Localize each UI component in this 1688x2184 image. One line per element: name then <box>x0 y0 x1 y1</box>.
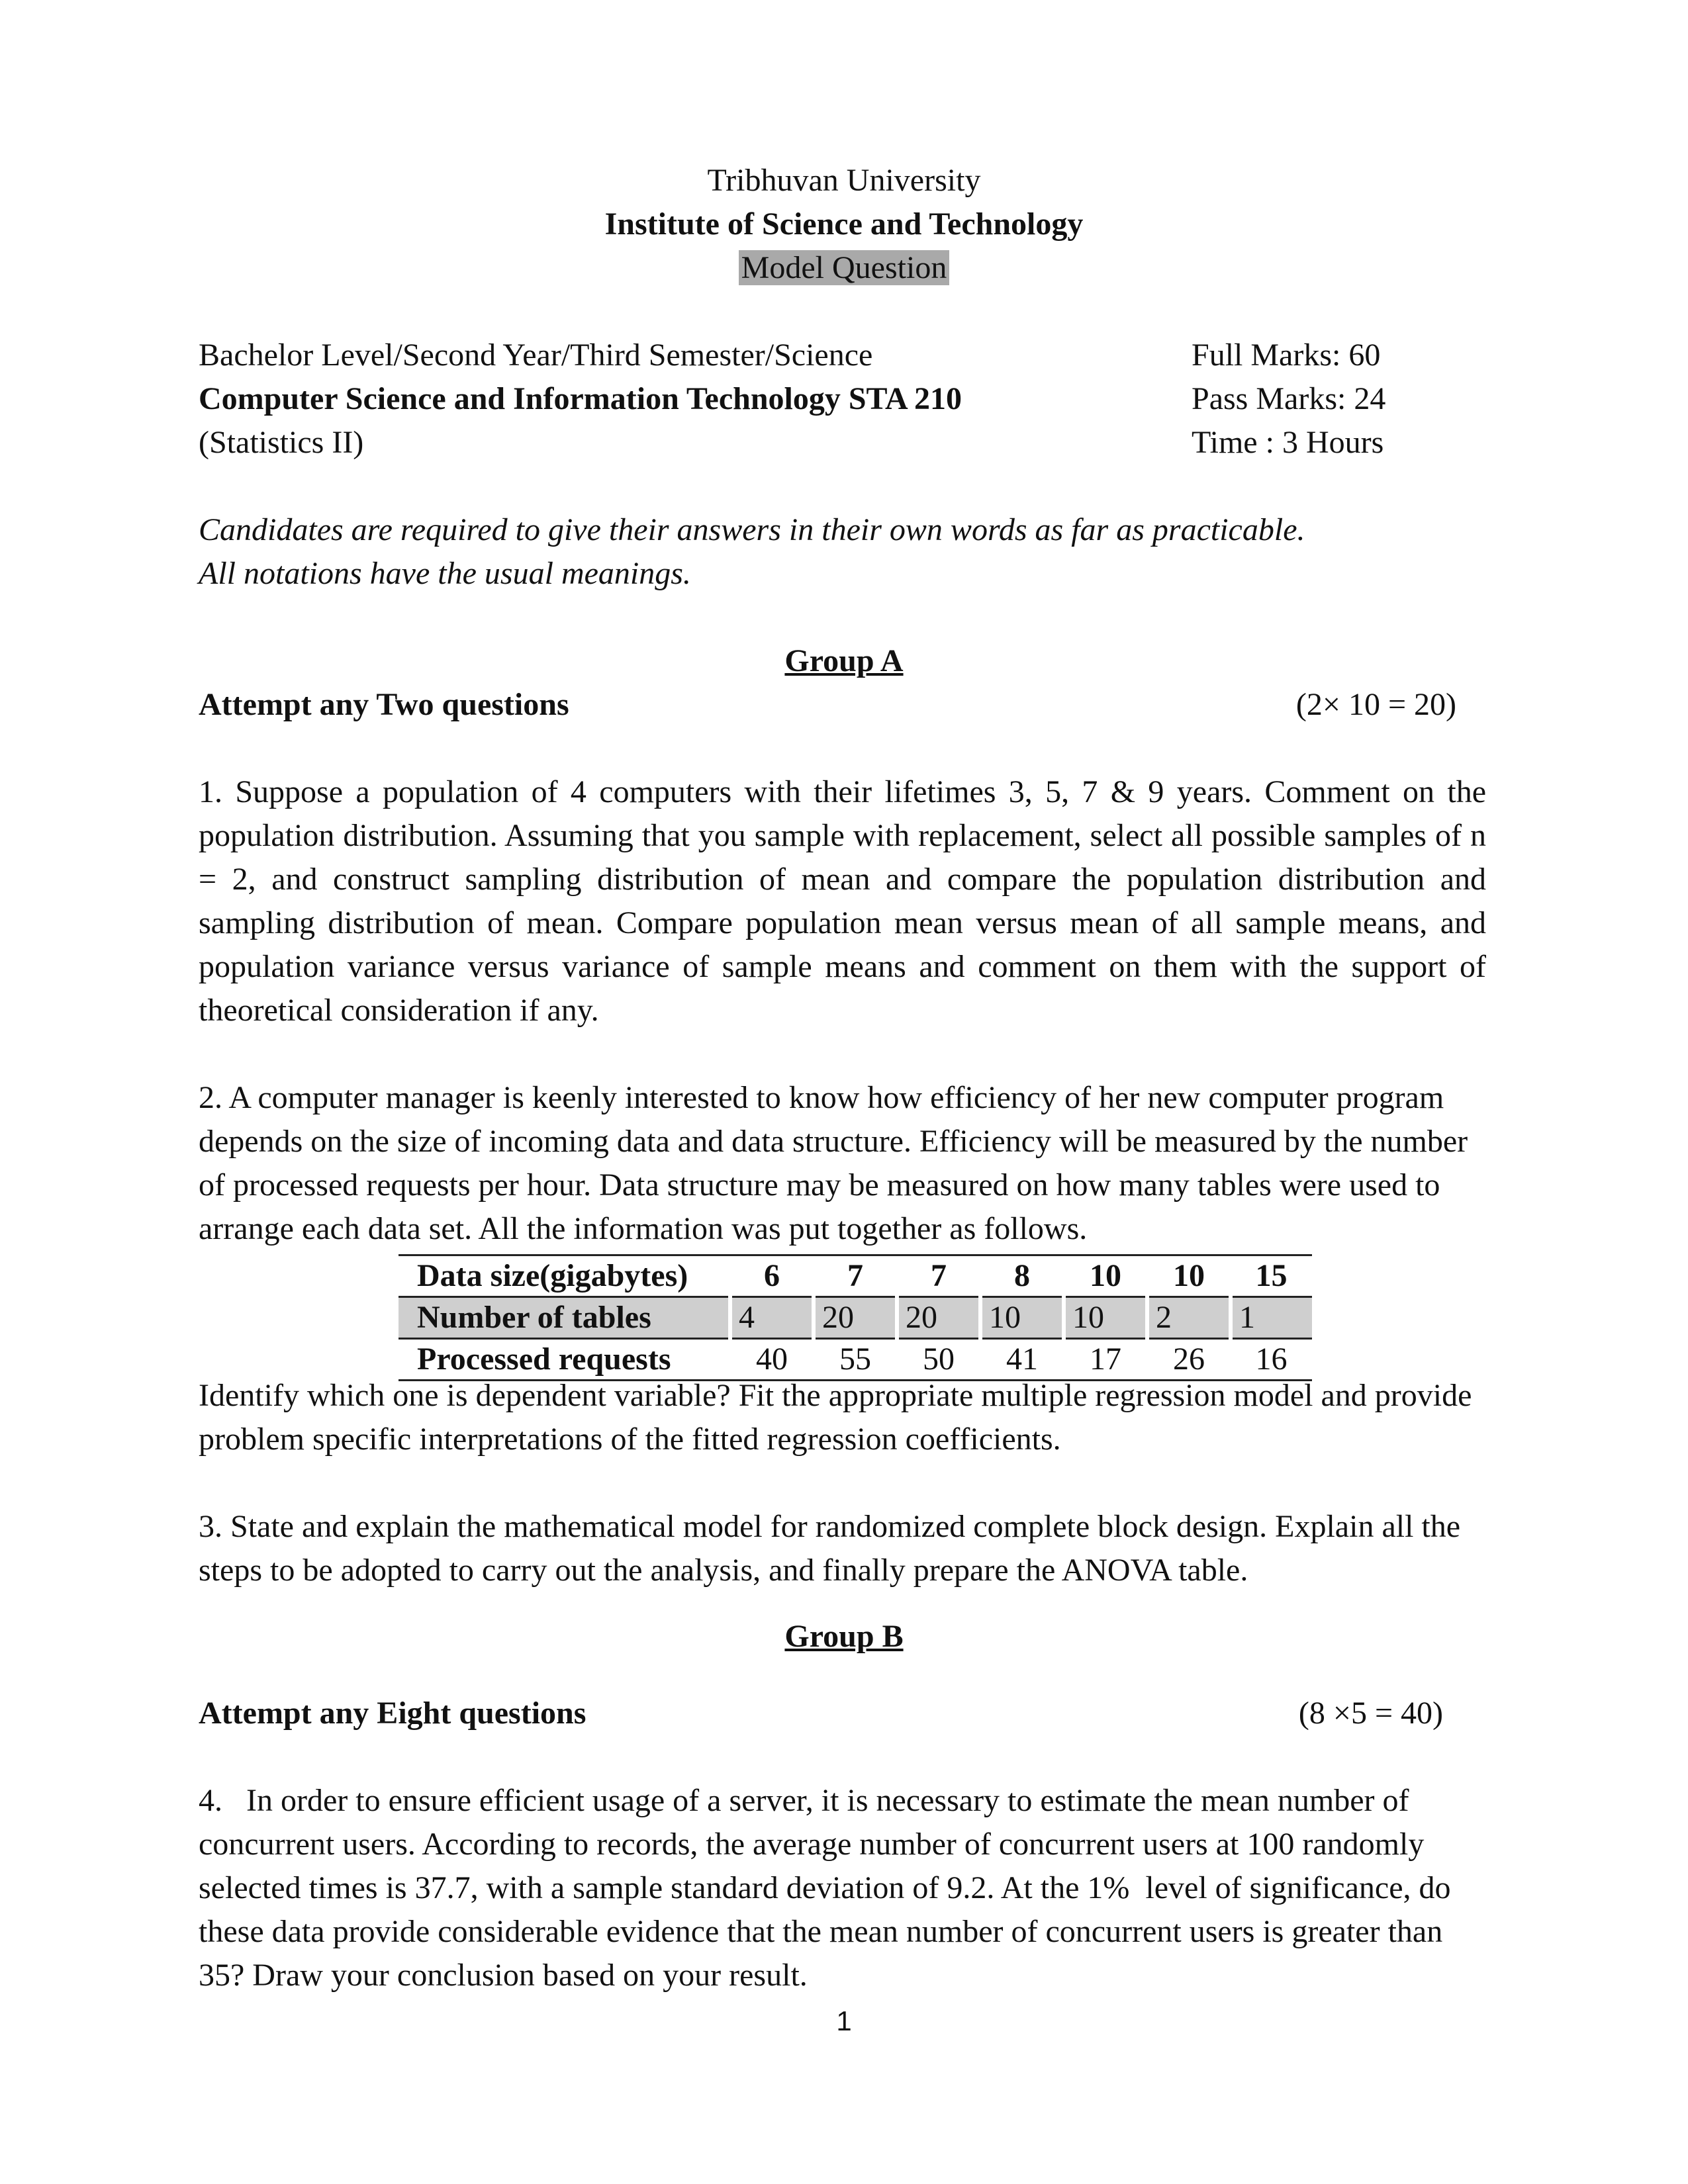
page-number: 1 <box>836 2005 852 2036</box>
institute-name: Institute of Science and Technology <box>604 206 1084 242</box>
table-row <box>399 1255 1312 1297</box>
model-question-text: Model Question <box>739 250 950 285</box>
table-cell: 15 <box>1231 1255 1312 1297</box>
table-cell: 1 <box>1231 1297 1312 1339</box>
group-b-marks: (8 ×5 = 40) <box>1298 1696 1443 1731</box>
full-marks: Full Marks: 60 <box>1192 338 1381 373</box>
table-cell: 17 <box>1064 1339 1147 1381</box>
pass-marks: Pass Marks: 24 <box>1192 381 1386 416</box>
row-label: Number of tables <box>399 1297 730 1339</box>
table-cell: 8 <box>980 1255 1064 1297</box>
instruction-line-1: Candidates are required to give their answers in their own words as far as practicable. <box>199 512 1305 547</box>
table-cell: 4 <box>730 1297 814 1339</box>
level-line: Bachelor Level/Second Year/Third Semester/Science <box>199 338 873 373</box>
table-cell: 10 <box>1147 1255 1231 1297</box>
table-cell: 16 <box>1231 1339 1312 1381</box>
question-1: 1. Suppose a population of 4 computers with their lifetimes 3, 5, 7 & 9 years. Comment on the population distribution. Assuming that you sample with replacement, select all possible samples of n = 2, and construct sampling distribution of mean and compare the population distribution and sampling distribution of mean. Compare population mean versus mean of all sample means, and population variance versus variance of sample means and comment on them with the support of theoretical consideration if any. <box>199 774 1486 1028</box>
table-cell: 10 <box>1064 1297 1147 1339</box>
table-cell: 10 <box>980 1297 1064 1339</box>
university-name: Tribhuvan University <box>707 163 981 198</box>
group-b-attempt: Attempt any Eight questions <box>199 1696 586 1731</box>
group-a-attempt: Attempt any Two questions <box>199 687 569 722</box>
time-allowed: Time : 3 Hours <box>1192 425 1384 460</box>
table-cell: 2 <box>1147 1297 1231 1339</box>
group-b-title: Group B <box>784 1619 904 1654</box>
question-4: 4. In order to ensure efficient usage of a server, it is necessary to estimate the mean number of concurrent users. According to records, the average number of concurrent users at 100 randomly selected times is 37.7, with a sample standard deviation of 9.2. At the 1% level of significance, do these data provide considerable evidence that the mean number of concurrent users is greater than 35? Draw your conclusion based on your result. <box>199 1783 1451 1993</box>
course-line: Computer Science and Information Technology STA 210 <box>199 381 962 416</box>
table-cell: 6 <box>730 1255 814 1297</box>
table-cell: 7 <box>897 1255 980 1297</box>
question-2-intro: 2. A computer manager is keenly interested to know how efficiency of her new computer program depends on the size of incoming data and data structure. Efficiency will be measured by the number of processed requests per hour. Data structure may be measured on how many tables were used to arrange each data set. All the information was put together as follows. <box>199 1080 1468 1246</box>
group-a-marks: (2× 10 = 20) <box>1295 687 1456 722</box>
table-cell: 40 <box>730 1339 814 1381</box>
table-cell: 41 <box>980 1339 1064 1381</box>
row-label: Processed requests <box>399 1339 730 1381</box>
table-cell: 55 <box>814 1339 897 1381</box>
table-row <box>399 1297 1312 1339</box>
question-2-data-table <box>399 1254 1312 1381</box>
question-2-followup: Identify which one is dependent variable? Fit the appropriate multiple regression model and provide problem specific interpretations of the fitted regression coefficients. <box>199 1378 1472 1457</box>
instruction-line-2: All notations have the usual meanings. <box>199 556 691 591</box>
subject-line: (Statistics II) <box>199 425 364 460</box>
table-cell: 50 <box>897 1339 980 1381</box>
table-cell: 7 <box>814 1255 897 1297</box>
question-3: 3. State and explain the mathematical model for randomized complete block design. Explain all the steps to be adopted to carry out the analysis, and finally prepare the ANOVA table. <box>199 1509 1461 1588</box>
row-label: Data size(gigabytes) <box>399 1255 730 1297</box>
table-cell: 26 <box>1147 1339 1231 1381</box>
table-cell: 20 <box>814 1297 897 1339</box>
table-cell: 10 <box>1064 1255 1147 1297</box>
model-question-label <box>0 246 1688 290</box>
group-a-title: Group A <box>784 643 904 678</box>
table-cell: 20 <box>897 1297 980 1339</box>
